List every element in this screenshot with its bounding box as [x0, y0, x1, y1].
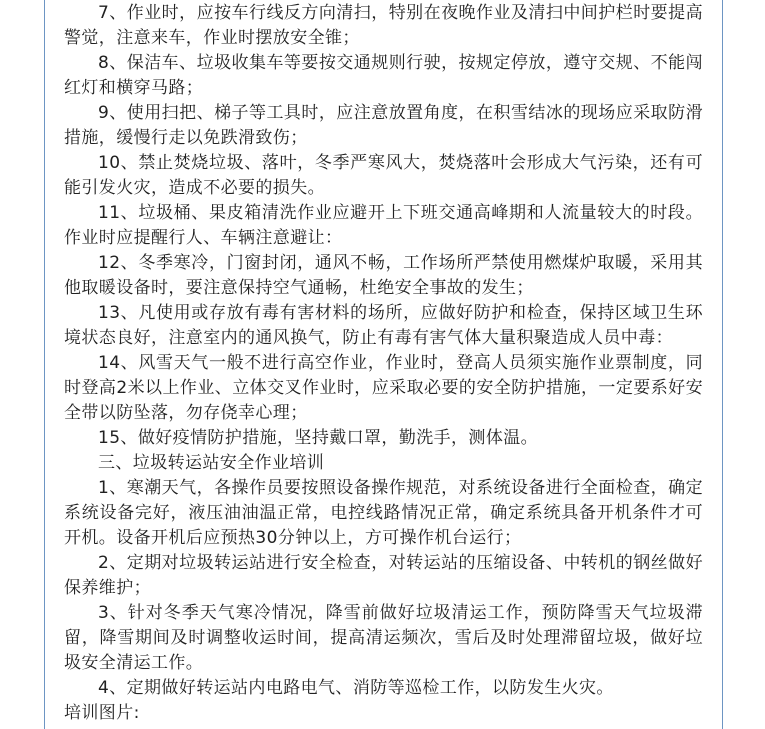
paragraph: 13、凡使用或存放有毒有害材料的场所，应做好防护和检查，保持区域卫生环境状态良好，注意室内的通风换气，防止有毒有害气体大量积聚造成人员中毒： — [64, 303, 703, 348]
paragraph: 7、作业时，应按车行线反方向清扫，特别在夜晚作业及清扫中间护栏时要提高警觉，注意来车，作业时摆放安全锥； — [64, 3, 703, 48]
paragraph: 1、寒潮天气，各操作员要按照设备操作规范，对系统设备进行全面检查，确定系统设备完好，液压油油温正常，电控线路情况正常，确定系统具备开机条件才可开机。设备开机后应预热30分钟以上，方可操作机台运行； — [64, 478, 703, 548]
paragraph: 9、使用扫把、梯子等工具时，应注意放置角度，在积雪结冰的现场应采取防滑措施，缓慢行走以免跌滑致伤； — [64, 103, 703, 148]
paragraph: 三、垃圾转运站安全作业培训 — [98, 453, 325, 473]
paragraph: 4、定期做好转运站内电路电气、消防等巡检工作，以防发生火灾。 — [98, 678, 614, 698]
paragraph: 15、做好疫情防护措施，坚持戴口罩，勤洗手，测体温。 — [98, 428, 539, 448]
paragraph: 14、风雪天气一般不进行高空作业，作业时，登高人员须实施作业票制度，同时登高2米以上作业、立体交叉作业时，应采取必要的安全防护措施，一定要系好安全带以防坠落，勿存侥幸心理； — [64, 353, 703, 423]
paragraph: 11、垃圾桶、果皮箱清洗作业应避开上下班交通高峰期和人流量较大的时段。作业时应提醒行人、车辆注意避让： — [64, 203, 703, 248]
paragraph: 8、保洁车、垃圾收集车等要按交通规则行驶，按规定停放，遵守交规、不能闯红灯和横穿马路； — [64, 53, 703, 98]
paragraph: 培训图片: — [64, 703, 140, 723]
paragraph: 3、针对冬季天气寒冷情况，降雪前做好垃圾清运工作，预防降雪天气垃圾滞留，降雪期间及时调整收运时间，提高清运频次，雪后及时处理滞留垃圾，做好垃圾安全清运工作。 — [64, 603, 703, 673]
paragraph: 10、禁止焚烧垃圾、落叶，冬季严寒风大，焚烧落叶会形成大气污染，还有可能引发火灾，造成不必要的损失。 — [64, 153, 703, 198]
paragraph: 12、冬季寒冷，门窗封闭，通风不畅，工作场所严禁使用燃煤炉取暖，采用其他取暖设备时，要注意保持空气通畅，杜绝安全事故的发生； — [64, 253, 703, 298]
document-content — [44, 0, 723, 729]
paragraph: 2、定期对垃圾转运站进行安全检查，对转运站的压缩设备、中转机的钢丝做好保养维护； — [64, 553, 703, 598]
